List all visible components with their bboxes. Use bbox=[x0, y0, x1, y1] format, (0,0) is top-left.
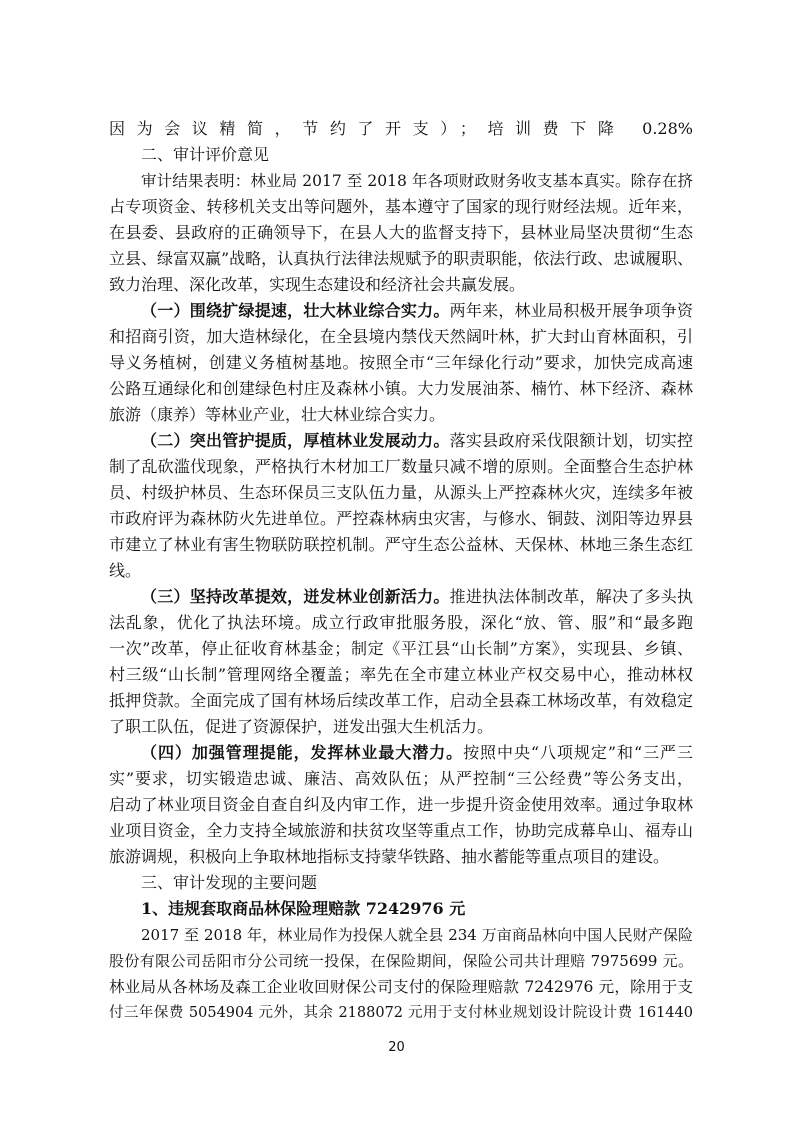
text-line: 抵押贷款。全面完成了国有林场后续改革工作，启动全县森工林场改革，有效稳定 bbox=[109, 691, 693, 710]
text-line: 一次”改革，停止征收育林基金；制定《平江县“山长制”方案》，实现县、乡镇、 bbox=[109, 639, 693, 658]
text-line bbox=[109, 740, 693, 766]
text-line: 致力治理、深化改革，实现生态建设和经济社会共赢发展。 bbox=[109, 275, 526, 294]
text-line: 制了乱砍滥伐现象，严格执行木材加工厂数量只减不增的原则。全面整合生态护林 bbox=[109, 457, 693, 476]
text-line: 启动了林业项目资金自查自纠及内审工作，进一步提升资金使用效率。通过争取林 bbox=[109, 795, 693, 814]
text-line: 市建立了林业有害生物联防联控机制。严守生态公益林、天保林、林地三条生态红 bbox=[109, 535, 693, 554]
text-line: 员、村级护林员、生态环保员三支队伍力量，从源头上严控森林火灾，连续多年被 bbox=[109, 483, 693, 502]
text-line: 公路互通绿化和创建绿色村庄及森林小镇。大力发展油茶、楠竹、林下经济、森林 bbox=[109, 379, 693, 398]
text-line: 林业局从各林场及森工企业收回财保公司支付的保险理赔款 7242976 元，除用于支 bbox=[109, 978, 693, 996]
subsection-heading-1: 1、违规套取商品林保险理赔款 7242976 元 bbox=[141, 899, 466, 918]
item-lead-4: （四）加强管理提能，发挥林业最大潜力。 bbox=[141, 743, 464, 762]
text-line: 占专项资金、转移机关支出等问题外，基本遵守了国家的现行财经法规。近年来， bbox=[109, 197, 693, 216]
item-lead-3: （三）坚持改革提效，迸发林业创新活力。 bbox=[141, 587, 450, 606]
text-line: 了职工队伍，促进了资源保护，迸发出强大生机活力。 bbox=[109, 717, 494, 736]
paragraph-item-2 bbox=[109, 428, 693, 584]
text-line: 2017 至 2018 年，林业局作为投保人就全县 234 万亩商品林向中国人民财产保险 bbox=[141, 926, 693, 944]
section-heading-2: 二、审计评价意见 bbox=[141, 145, 270, 164]
body-text bbox=[109, 116, 693, 1026]
item-text: 推进执法体制改革，解决了多头执 bbox=[449, 587, 693, 606]
text-line: 付三年保费 5054904 元外，其余 2188072 元用于支付林业规划设计院设计费 161440 bbox=[109, 1005, 693, 1021]
text-line: 审计结果表明：林业局 2017 至 2018 年各项财政财务收支基本真实。除存在挤 bbox=[141, 172, 693, 190]
text-line: 法乱象，优化了执法环境。成立行政审批服务股，深化“放、管、服”和“最多跑 bbox=[109, 613, 693, 632]
text-line bbox=[109, 584, 693, 610]
paragraph-item-1 bbox=[109, 298, 693, 428]
text-line: 业项目资金，全力支持全域旅游和扶贫攻坚等重点工作，协助完成幕阜山、福寿山 bbox=[109, 821, 693, 840]
page-number: 20 bbox=[388, 1040, 405, 1055]
text-line: 和招商引资，加大造林绿化，在全县境内禁伐天然阔叶林，扩大封山育林面积，引 bbox=[109, 327, 693, 346]
paragraph-insurance-finding bbox=[109, 922, 693, 1026]
text-line bbox=[109, 428, 693, 454]
text-line: 市政府评为森林防火先进单位。严控森林病虫灾害，与修水、铜鼓、浏阳等边界县 bbox=[109, 509, 693, 528]
text-line: 旅游（康养）等林业产业，壮大林业综合实力。 bbox=[109, 405, 446, 424]
text-line: 导义务植树，创建义务植树基地。按照全市“三年绿化行动”要求，加快完成高速 bbox=[109, 353, 693, 372]
text-line bbox=[109, 298, 693, 324]
text-line: 旅游调规，积极向上争取林地指标支持蒙华铁路、抽水蓄能等重点项目的建设。 bbox=[109, 847, 670, 866]
text-line: 因为会议精简，节约了开支）；培训费下降 0.28% bbox=[109, 119, 693, 138]
item-lead-2: （二）突出管护提质，厚植林业发展动力。 bbox=[141, 431, 450, 450]
text-line: 村三级“山长制”管理网络全覆盖；率先在全市建立林业产权交易中心，推动林权 bbox=[109, 665, 693, 684]
text-line: 立县、绿富双赢”战略，认真执行法律法规赋予的职责职能，依法行政、忠诚履职、 bbox=[109, 249, 693, 268]
text-line: 在县委、县政府的正确领导下，在县人大的监督支持下，县林业局坚决贯彻“生态 bbox=[109, 223, 693, 242]
item-text: 落实县政府采伐限额计划，切实控 bbox=[449, 431, 693, 450]
text-line: 实”要求，切实锻造忠诚、廉洁、高效队伍；从严控制“三公经费”等公务支出， bbox=[109, 769, 693, 788]
text-line: 股份有限公司岳阳市分公司统一投保，在保险期间，保险公司共计理赔 7975699 元。 bbox=[109, 952, 693, 970]
item-text: 两年来，林业局积极开展争项争资 bbox=[449, 301, 693, 320]
item-text: 按照中央“八项规定”和“三严三 bbox=[463, 743, 693, 762]
item-lead-1: （一）围绕扩绿提速，壮大林业综合实力。 bbox=[141, 301, 450, 320]
text-line: 线。 bbox=[109, 561, 142, 580]
paragraph-audit-conclusion bbox=[109, 168, 693, 298]
section-heading-3: 三、审计发现的主要问题 bbox=[141, 873, 318, 892]
paragraph-item-3 bbox=[109, 584, 693, 740]
paragraph-item-4 bbox=[109, 740, 693, 870]
